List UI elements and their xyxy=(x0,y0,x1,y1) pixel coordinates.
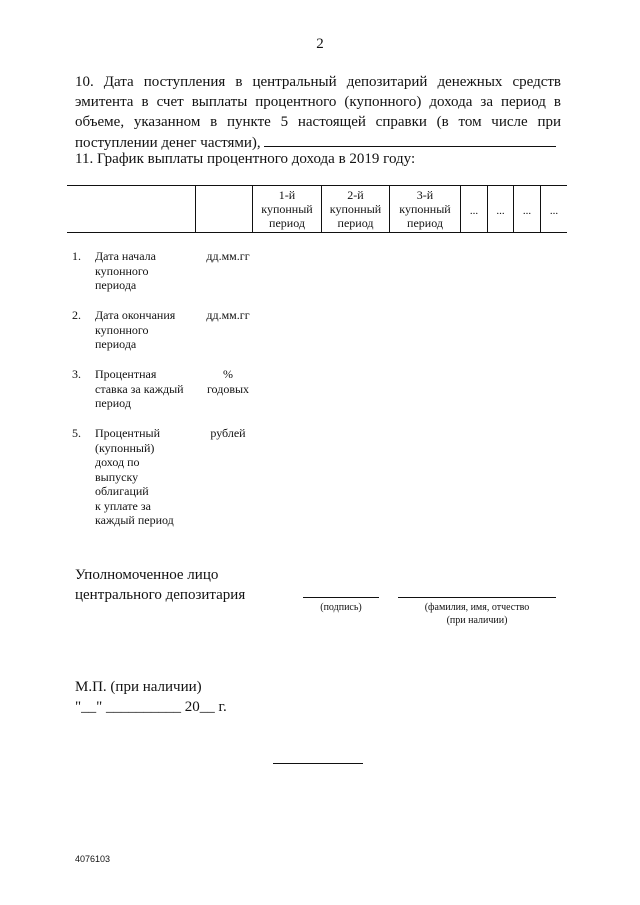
row-label: Процентная ставка за каждый период xyxy=(95,367,184,410)
header-period-1: 1-й купонный период xyxy=(261,188,313,230)
seal-block xyxy=(75,677,227,717)
full-name-line[interactable] xyxy=(398,597,556,598)
authorized-person-label: Уполномоченное лицо центрального депозитария xyxy=(75,567,246,603)
row-label: Процентный (купонный) доход по выпуску облигаций к уплате за каждый период xyxy=(95,426,174,527)
row-number: 2. xyxy=(72,308,81,322)
page-number: 2 xyxy=(316,36,324,52)
table-bottom-border xyxy=(67,232,567,233)
row-unit: рублей xyxy=(210,426,246,440)
header-ellipsis: ... xyxy=(549,205,559,217)
schedule-table-header xyxy=(67,185,567,233)
item-10-line: 10. Дата поступления в центральный депозитарий денежных средств xyxy=(75,74,561,90)
header-period-3: 3-й купонный период xyxy=(399,188,451,230)
row-unit: дд.мм.гг xyxy=(206,249,250,263)
table-col-divider xyxy=(195,185,196,233)
item-10-line-last xyxy=(75,132,561,153)
item-10-paragraph xyxy=(75,72,561,153)
signature-line[interactable] xyxy=(303,597,379,598)
row-unit: дд.мм.гг xyxy=(206,308,250,322)
row-label: Дата начала купонного периода xyxy=(95,249,156,292)
document-code: 4076103 xyxy=(75,854,111,864)
header-ellipsis: ... xyxy=(522,205,532,217)
row-unit: % годовых xyxy=(206,367,250,396)
seal-label: М.П. (при наличии) xyxy=(75,679,202,695)
item-11-heading: 11. График выплаты процентного дохода в 2019 году: xyxy=(75,151,416,167)
item-10-line: поступлении денег частями), xyxy=(75,135,261,151)
row-label: Дата окончания купонного периода xyxy=(95,308,176,351)
row-number: 3. xyxy=(72,367,81,381)
page-separator-line xyxy=(273,763,363,764)
date-line: "__" __________ 20__ г. xyxy=(75,699,227,715)
item-10-line: объеме, указанном в пункте 5 настоящей справки (в том числе при xyxy=(75,114,561,130)
signature-caption: (подпись) xyxy=(320,602,362,613)
table-top-border xyxy=(67,185,567,186)
date-fill-line[interactable] xyxy=(264,132,556,147)
header-period-2: 2-й купонный период xyxy=(329,188,382,230)
full-name-caption: (фамилия, имя, отчество (при наличии) xyxy=(424,602,530,626)
header-ellipsis: ... xyxy=(469,205,479,217)
row-number: 1. xyxy=(72,249,81,263)
header-ellipsis: ... xyxy=(496,205,505,217)
row-number: 5. xyxy=(72,426,81,440)
item-10-line: эмитента в счет выплаты процентного (купонного) дохода за период в xyxy=(75,94,561,110)
